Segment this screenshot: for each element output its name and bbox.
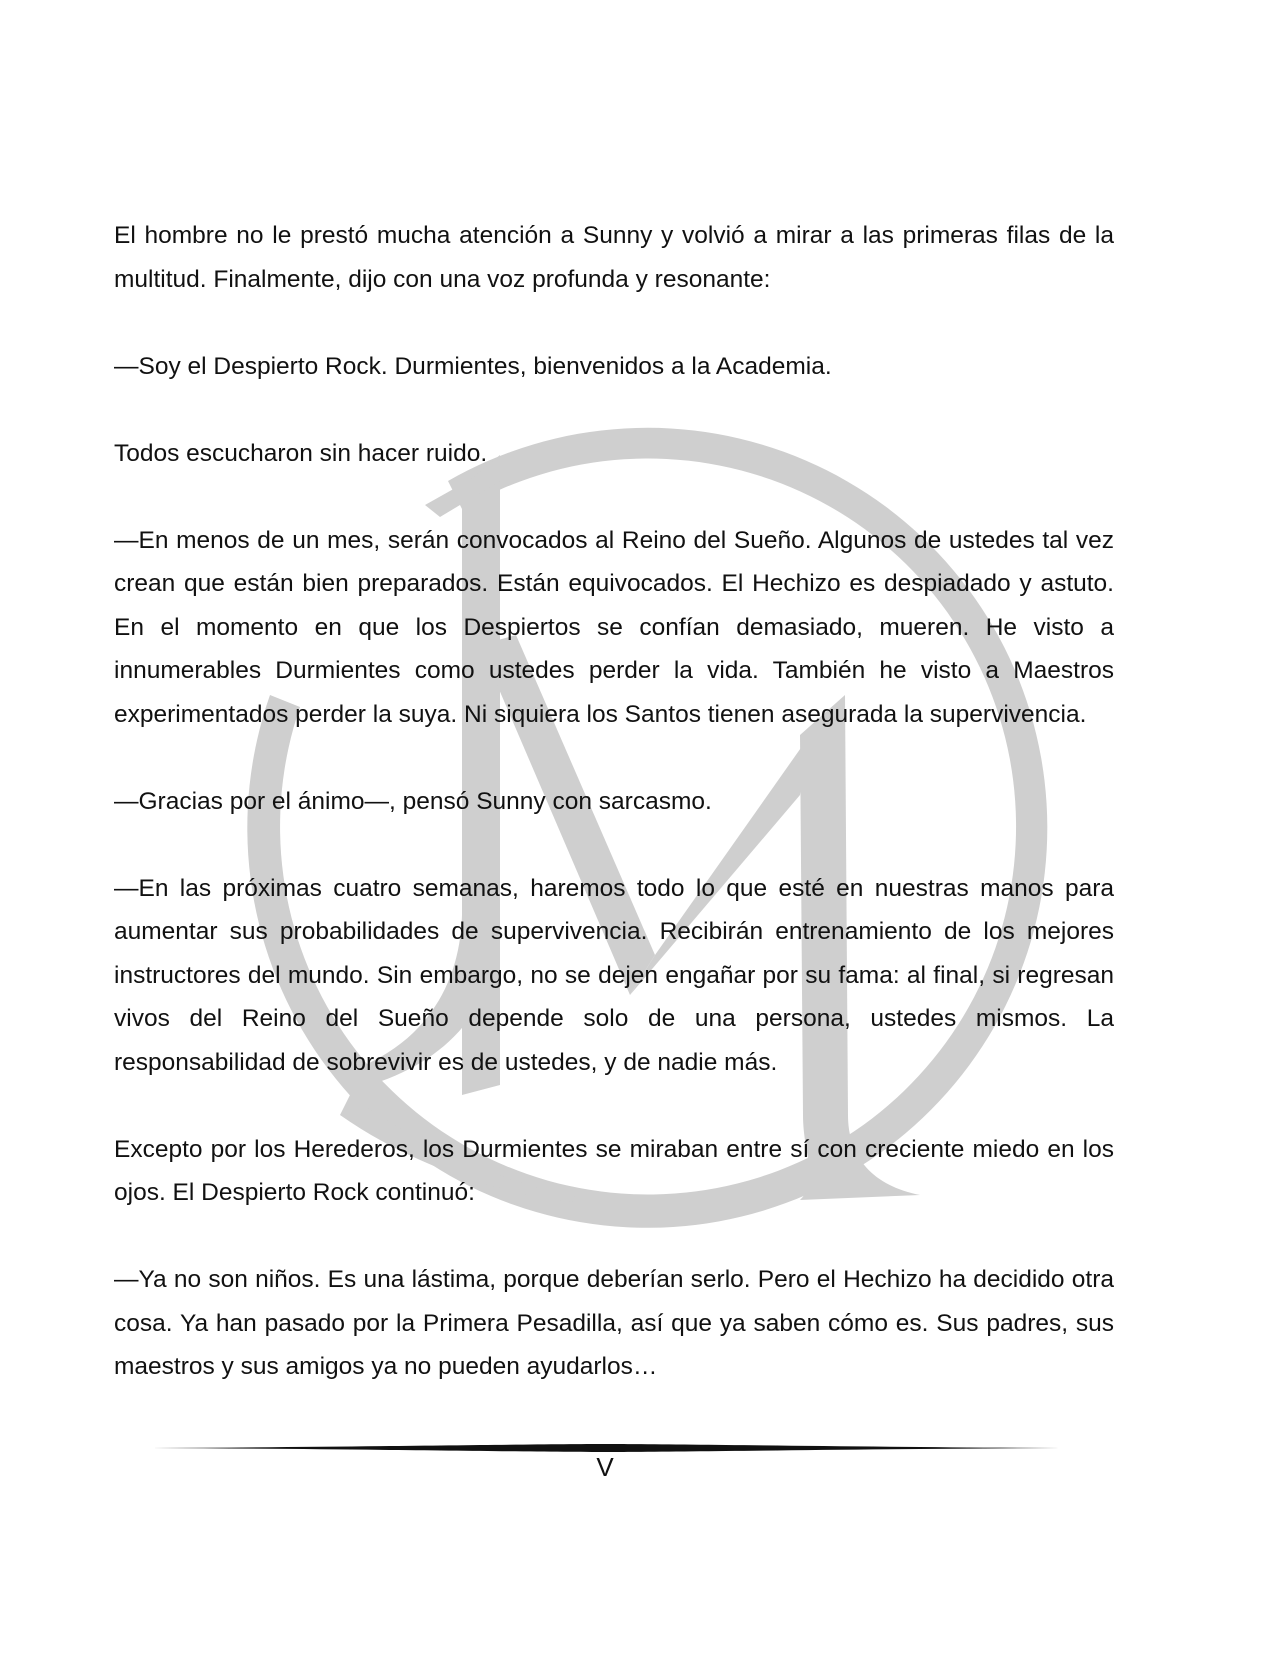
paragraph: Excepto por los Herederos, los Durmientes se miraban entre sí con creciente miedo en los ojos. El Despierto Rock continuó:	[114, 1135, 1114, 1206]
paragraph: —En menos de un mes, serán convocados al Reino del Sueño. Algunos de ustedes tal vez crean que están bien preparados. Están equivocados. El Hechizo es despiadado y astuto. En el momento en que los Despiertos se confían demasiado, mueren. He visto a innumerables Durmientes como ustedes perder la vida. También he visto a Maestros experimentados perder la suya. Ni siquiera los Santos tienen asegurada la supervivencia.	[114, 526, 1114, 728]
paragraph: El hombre no le prestó mucha atención a Sunny y volvió a mirar a las primeras filas de la multitud. Finalmente, dijo con una voz profunda y resonante:	[114, 222, 1114, 293]
chapter-text	[114, 214, 1114, 1389]
paragraph: Todos escucharon sin hacer ruido.	[114, 439, 488, 467]
paragraph: —Gracias por el ánimo—, pensó Sunny con sarcasmo.	[114, 787, 712, 815]
paragraph: —Ya no son niños. Es una lástima, porque deberían serlo. Pero el Hechizo ha decidido otra cosa. Ya han pasado por la Primera Pesadilla, así que ya saben cómo es. Sus padres, sus maestros y sus amigos ya no pueden ayudarlos…	[114, 1266, 1114, 1380]
paragraph: —En las próximas cuatro semanas, haremos todo lo que esté en nuestras manos para aumentar sus probabilidades de supervivencia. Recibirán entrenamiento de los mejores instructores del mundo. Sin embargo, no se dejen engañar por su fama: al final, si regresan vivos del Reino del Sueño depende solo de una persona, ustedes mismos. La responsabilidad de sobrevivir es de ustedes, y de nadie más.	[114, 874, 1114, 1076]
footer-divider	[152, 1444, 1060, 1452]
paragraph: —Soy el Despierto Rock. Durmientes, bienvenidos a la Academia.	[114, 352, 832, 380]
page-number: V	[596, 1452, 614, 1482]
